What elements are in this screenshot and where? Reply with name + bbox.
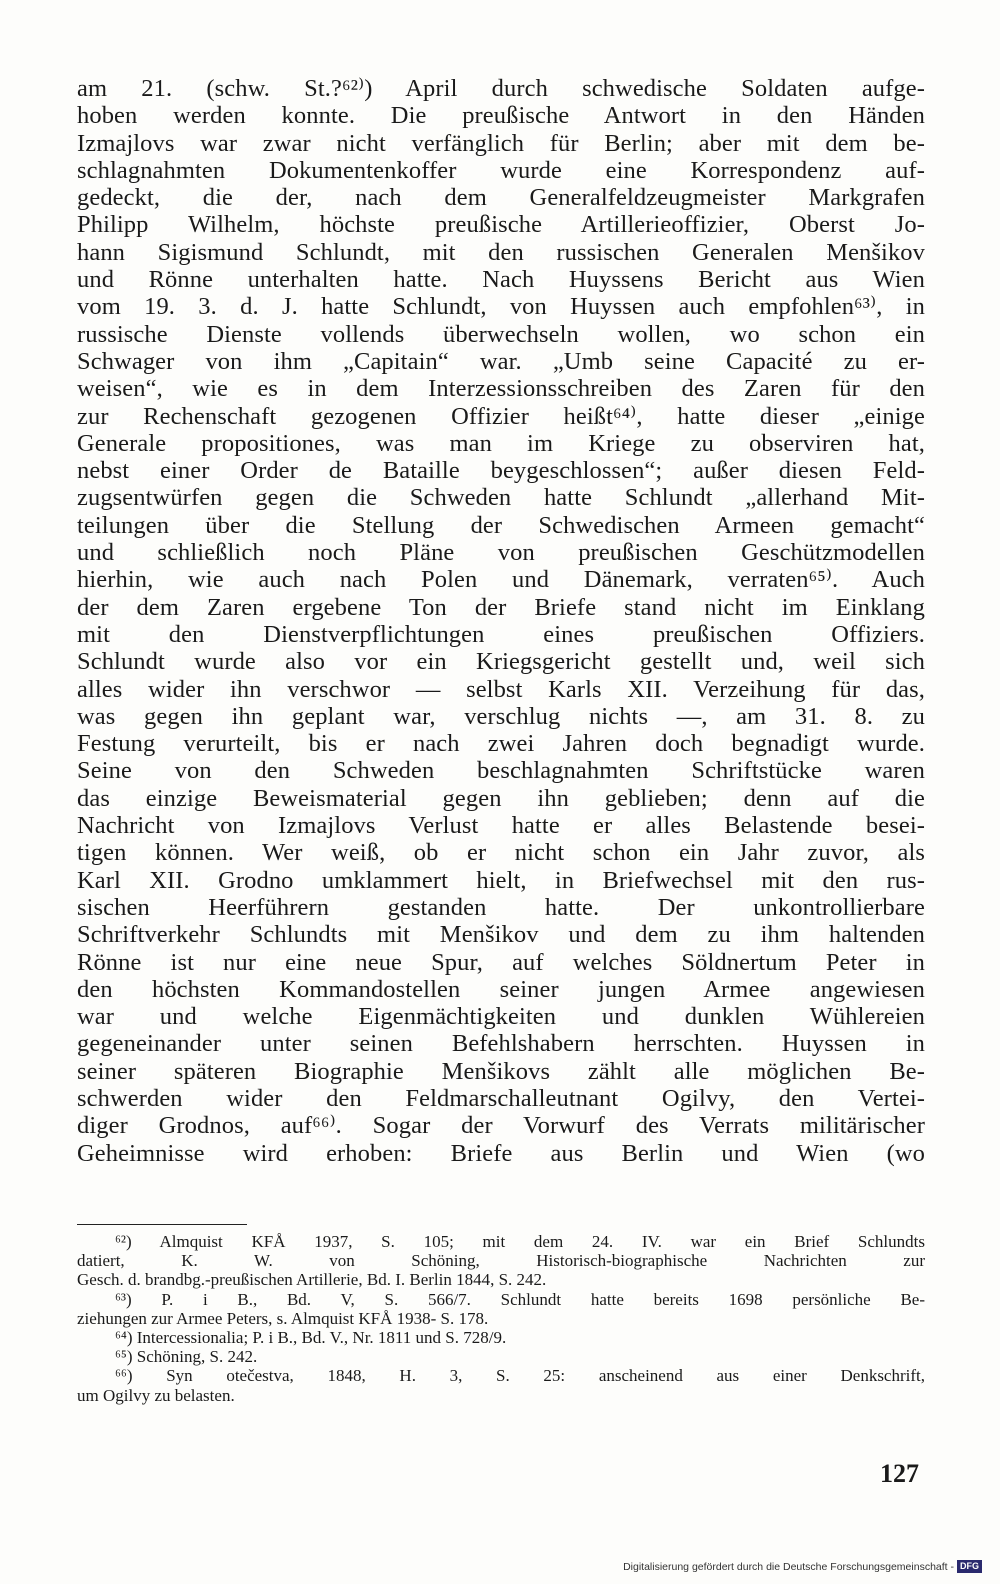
- text-line: Schriftverkehr Schlundts mit Menšikov und dem zu ihm haltenden: [77, 921, 925, 949]
- text-line: schwerden wider den Feldmarschalleutnant Ogilvy, den Vertei-: [77, 1084, 925, 1112]
- dfg-logo-icon: DFG: [957, 1560, 982, 1573]
- footnote-line: ⁶⁶) Syn otečestva, 1848, H. 3, S. 25: anscheinend aus einer Denkschrift,: [115, 1366, 925, 1386]
- footnote-line: ziehungen zur Armee Peters, s. Almquist KFÅ 1938- S. 178.: [77, 1308, 489, 1328]
- text-line: Generale propositiones, was man im Kriege zu observiren hat,: [77, 429, 925, 457]
- text-line: war und welche Eigenmächtigkeiten und dunklen Wühlereien: [77, 1003, 925, 1031]
- text-line: was gegen ihn geplant war, verschlug nichts —, am 31. 8. zu: [77, 702, 925, 730]
- text-line: Izmajlovs war zwar nicht verfänglich für Berlin; aber mit dem be-: [77, 129, 925, 157]
- credit-text: Digitalisierung gefördert durch die Deutsche Forschungsgemeinschaft -: [623, 1560, 954, 1573]
- text-line: diger Grodnos, auf⁶⁶⁾. Sogar der Vorwurf des Verrats militärischer: [77, 1112, 925, 1140]
- text-line: seiner späteren Biographie Menšikovs zählt alle möglichen Be-: [77, 1057, 925, 1085]
- text-line: sischen Heerführern gestanden hatte. Der unkontrollierbare: [77, 893, 925, 921]
- text-line: Schwager von ihm „Capitain“ war. „Umb seine Capacité zu er-: [77, 347, 925, 375]
- footnotes-block: [77, 1232, 925, 1405]
- text-line: russische Dienste vollends überwechseln wollen, wo schon ein: [77, 320, 925, 348]
- text-line: tigen können. Wer weiß, ob er nicht schon ein Jahr zuvor, als: [77, 839, 925, 867]
- text-line: vom 19. 3. d. J. hatte Schlundt, von Huyssen auch empfohlen⁶³⁾, in: [77, 293, 925, 321]
- text-line: am 21. (schw. St.?⁶²⁾) April durch schwedische Soldaten aufge-: [77, 75, 925, 102]
- text-line: weisen“, wie es in dem Interzessionsschreiben des Zaren für den: [77, 375, 925, 403]
- text-line: zur Rechenschaft gezogenen Offizier heißt⁶⁴⁾, hatte dieser „einige: [77, 402, 925, 430]
- text-line: schlagnahmten Dokumentenkoffer wurde eine Korrespondenz auf-: [77, 156, 925, 184]
- footnote-line: ⁶⁵) Schöning, S. 242.: [115, 1347, 258, 1367]
- text-line: und Rönne unterhalten hatte. Nach Huyssens Bericht aus Wien: [77, 266, 925, 294]
- text-line: Seine von den Schweden beschlagnahmten Schriftstücke waren: [77, 757, 925, 785]
- footnote-separator: [77, 1224, 247, 1225]
- footnote-line: ⁶⁴) Intercessionalia; P. i B., Bd. V., Nr. 1811 und S. 728/9.: [115, 1327, 507, 1347]
- text-line: Philipp Wilhelm, höchste preußische Artillerieoffizier, Oberst Jo-: [77, 211, 925, 239]
- main-text-block: [77, 75, 925, 1167]
- footnote-line: um Ogilvy zu belasten.: [77, 1385, 235, 1405]
- text-line: und schließlich noch Pläne von preußischen Geschützmodellen: [77, 539, 925, 567]
- text-line: nebst einer Order de Bataille beygeschlossen“; außer diesen Feld-: [77, 457, 925, 485]
- footnote-line: datiert, K. W. von Schöning, Historisch-biographische Nachrichten zur: [77, 1251, 925, 1271]
- text-line: gedeckt, die der, nach dem Generalfeldzeugmeister Markgrafen: [77, 184, 925, 212]
- text-line: Festung verurteilt, bis er nach zwei Jahren doch begnadigt wurde.: [77, 730, 925, 758]
- digitization-credit: [623, 1560, 982, 1573]
- text-line: hierhin, wie auch nach Polen und Dänemark, verraten⁶⁵⁾. Auch: [77, 566, 925, 594]
- text-line: Rönne ist nur eine neue Spur, auf welches Söldnertum Peter in: [77, 948, 925, 976]
- text-line: hoben werden konnte. Die preußische Antwort in den Händen: [77, 102, 925, 130]
- text-line: gegeneinander unter seinen Befehlshabern herrschten. Huyssen in: [77, 1030, 925, 1058]
- text-line: Geheimnisse wird erhoben: Briefe aus Berlin und Wien (wo: [77, 1139, 925, 1167]
- text-line: alles wider ihn verschwor — selbst Karls XII. Verzeihung für das,: [77, 675, 925, 703]
- text-line: Karl XII. Grodno umklammert hielt, in Briefwechsel mit den rus-: [77, 866, 925, 894]
- footnote-line: ⁶²) Almquist KFÅ 1937, S. 105; mit dem 24. IV. war ein Brief Schlundts: [115, 1232, 925, 1251]
- text-line: der dem Zaren ergebene Ton der Briefe stand nicht im Einklang: [77, 593, 925, 621]
- text-line: mit den Dienstverpflichtungen eines preußischen Offiziers.: [77, 620, 925, 648]
- footnote-line: ⁶³) P. i B., Bd. V, S. 566/7. Schlundt hatte bereits 1698 persönliche Be-: [115, 1289, 925, 1309]
- text-line: teilungen über die Stellung der Schwedischen Armeen gemacht“: [77, 511, 925, 539]
- text-line: zugsentwürfen gegen die Schweden hatte Schlundt „allerhand Mit-: [77, 484, 925, 512]
- page-number: 127: [880, 1459, 919, 1488]
- text-line: Schlundt wurde also vor ein Kriegsgericht gestellt und, weil sich: [77, 648, 925, 676]
- text-line: den höchsten Kommandostellen seiner jungen Armee angewiesen: [77, 975, 925, 1003]
- text-line: Nachricht von Izmajlovs Verlust hatte er alles Belastende besei-: [77, 812, 925, 840]
- text-line: hann Sigismund Schlundt, mit den russischen Generalen Menšikov: [77, 238, 925, 266]
- text-line: das einzige Beweismaterial gegen ihn geblieben; denn auf die: [77, 784, 925, 812]
- footnote-line: Gesch. d. brandbg.-preußischen Artillerie, Bd. I. Berlin 1844, S. 242.: [77, 1270, 547, 1290]
